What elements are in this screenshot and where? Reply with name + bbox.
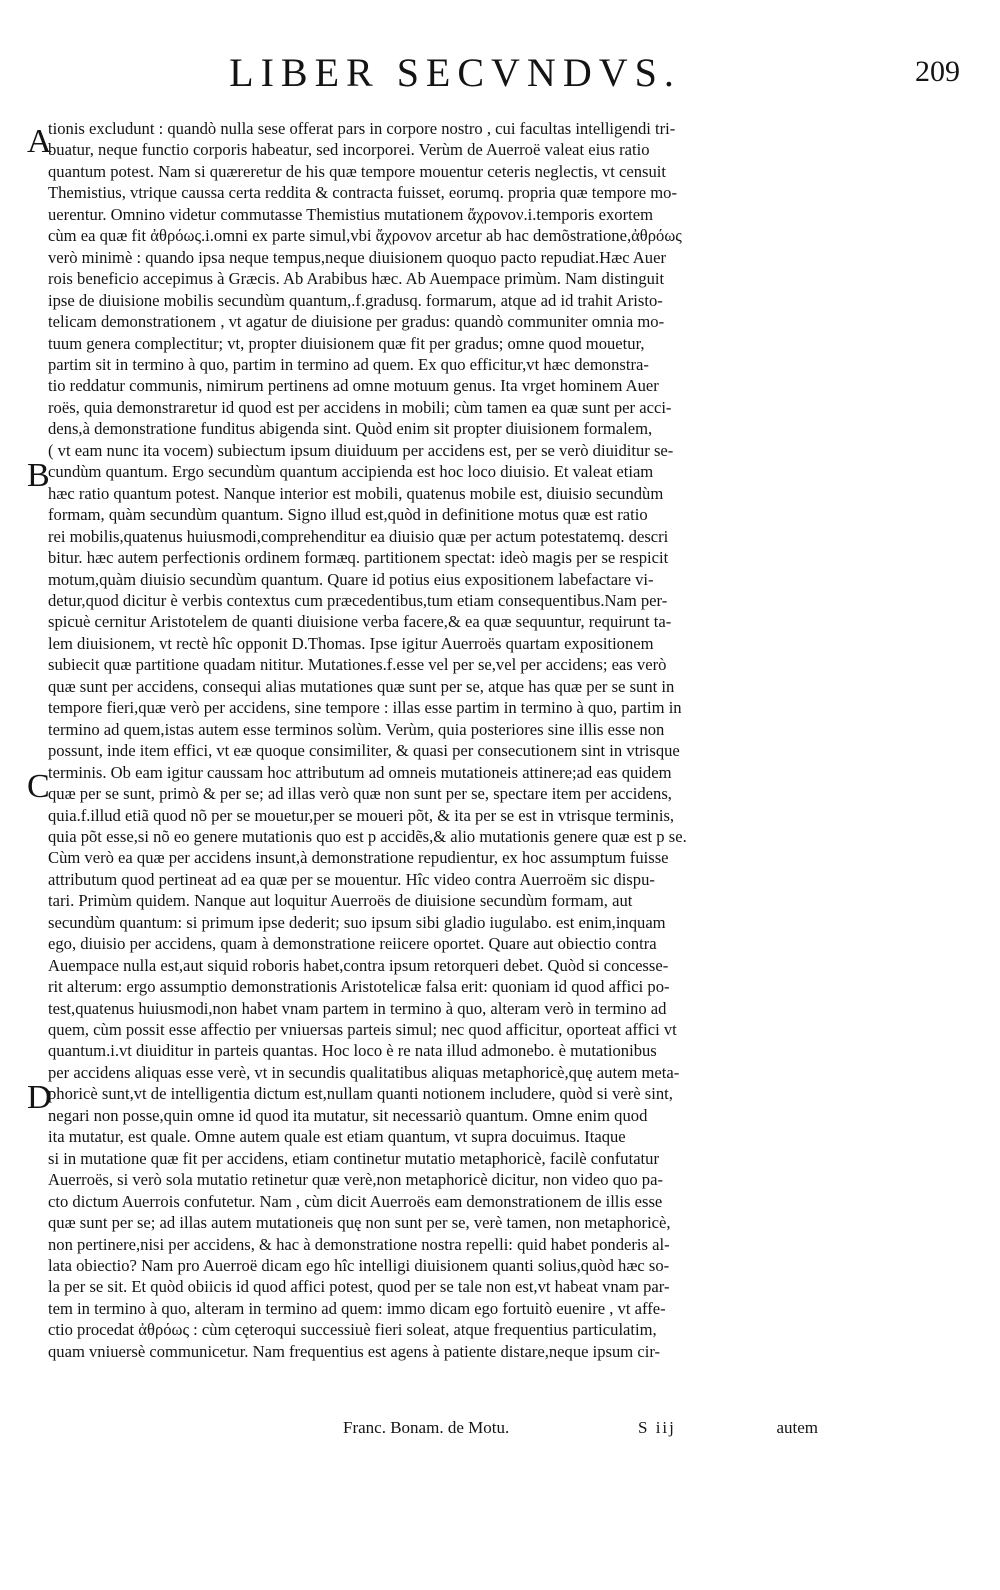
text-line: Themistius, vtrique caussa certa reddita & contracta fuisset, eorumq. propria quæ tempore mo- <box>48 183 677 203</box>
text-line: telicam demonstrationem , vt agatur de diuisione per gradus: quandò communiter omnia mo- <box>48 312 665 332</box>
page-header <box>60 48 960 98</box>
text-line: termino ad quem,istas autem esse terminos solùm. Verùm, quia posteriores sine illis esse non <box>48 719 665 739</box>
margin-letter-d: D <box>27 1079 52 1116</box>
text-line: cundùm quantum. Ergo secundùm quantum accipienda est hoc loco diuisio. Et valeat etiam <box>48 462 654 482</box>
text-line: Auerroës, si verò sola mutatio retinetur quæ verè,non metaphoricè dicitur, non video quo pa- <box>48 1170 663 1190</box>
text-line: tio reddatur communis, nimirum pertinens ad omne motuum genus. Ita vrget hominem Auer <box>48 376 659 396</box>
text-line: tempore fieri,quæ verò per accidens, sine tempore : illas esse partim in termino à quo, partim in <box>48 698 682 718</box>
text-line: formam, quàm secundùm quantum. Signo illud est,quòd in definitione motus quæ est ratio <box>48 505 648 525</box>
text-line: per accidens aliquas esse verè, vt in secundis qualitatibus aliquas metaphoricè,quę autem meta- <box>48 1062 680 1082</box>
text-line: motum,quàm diuisio secundùm quantum. Quare id potius eius expositionem labefactare vi- <box>48 569 654 589</box>
page-number: 209 <box>915 55 960 88</box>
text-line: cto dictum Auerrois confutetur. Nam , cùm dicit Auerroës eam demonstrationem de illis esse <box>48 1191 663 1211</box>
text-line: quam vniuersè communicetur. Nam frequentius est agens à patiente distare,neque ipsum cir- <box>48 1341 661 1361</box>
text-line: ctio procedat ἀθρόως : cùm cęteroqui successiuè fieri soleat, atque frequentius particulatim, <box>48 1320 657 1340</box>
text-line: rei mobilis,quatenus huiusmodi,comprehenditur ea diuisio quæ per actum potestatemq. descri <box>48 526 669 546</box>
text-line: detur,quod dicitur è verbis contextus cum præcedentibus,tum etiam consequentibus.Nam per- <box>48 590 668 610</box>
text-line: tuum genera complectitur; vt, propter diuisionem quæ fit per gradus; omne quod mouetur, <box>48 333 645 353</box>
text-line: spicuè cernitur Aristotelem de quanti diuisione verba facere,& ea quæ sequuntur, requirunt ta- <box>48 612 672 632</box>
text-line: quæ sunt per accidens, consequi alias mutationes quæ sunt per se, atque has quæ per se sunt in <box>48 676 675 696</box>
text-line: verò minimè : quando ipsa neque tempus,neque diuisionem quoquo pacto repudiat.Hæc Auer <box>48 247 666 267</box>
text-line: buatur, neque functio corporis habeatur, sed incorporei. Verùm de Auerroë valeat eius ratio <box>48 140 650 160</box>
text-line: quantum potest. Nam si quæreretur de his quæ tempore mouentur ceteris neglectis, vt censuit <box>48 161 666 181</box>
text-line: uerentur. Omnino videtur commutasse Themistius mutationem ἄχρονον.i.temporis exortem <box>48 204 653 224</box>
text-line: non pertinere,nisi per accidens, & hac à demonstratione nostra repelli: quid habet ponderis al- <box>48 1234 670 1254</box>
text-line: subiecit quæ partitione quadam nititur. Mutationes.f.esse vel per se,vel per accidens; eas verò <box>48 655 667 675</box>
text-line: quæ per se sunt, primò & per se; ad illas verò quæ non sunt per se, spectare item per accidens, <box>48 784 672 804</box>
body-text <box>48 118 816 1362</box>
text-line: secundùm quantum: si primum ipse dederit; suo ipsum sibi gladio iugulabo. est enim,inquam <box>48 912 666 932</box>
text-line: hæc ratio quantum potest. Nanque interior est mobili, quatenus mobile est, diuisio secundùm <box>48 483 664 503</box>
text-line: terminis. Ob eam igitur caussam hoc attributum ad omneis mutationeis attinere;ad eas quidem <box>48 762 672 782</box>
margin-letter-c: C <box>27 768 50 805</box>
text-line: rit alterum: ergo assumptio demonstrationis Aristotelicæ falsa erit: quoniam id quod affici po- <box>48 977 670 997</box>
text-line: la per se sit. Et quòd obiicis id quod affici potest, quod per se tale non est,vt habeat vnam par- <box>48 1277 670 1297</box>
text-line: negari non posse,quin omne id quod ita mutatur, sit necessariò quantum. Omne enim quod <box>48 1105 648 1125</box>
text-line: quia.f.illud etiã quod nõ per se mouetur,per se moueri põt, & ita per se est in vtrisque terminis, <box>48 805 675 825</box>
text-line: quantum.i.vt diuiditur in parteis quantas. Hoc loco è re nata illud admonebo. è mutationibus <box>48 1041 657 1061</box>
signature-mark: S iij <box>638 1418 676 1437</box>
text-line: possunt, inde item effici, vt eæ quoque consimiliter, & quasi per consecutionem sint in vtrisque <box>48 741 680 761</box>
text-line: partim sit in termino à quo, partim in termino ad quem. Ex quo efficitur,vt hæc demonstra- <box>48 354 649 374</box>
margin-letter-a: A <box>27 123 52 160</box>
running-head: LIBER SECVNDVS. <box>229 50 681 95</box>
text-line: roës, quia demonstraretur id quod est per accidens in mobili; cùm tamen ea quæ sunt per acci- <box>48 397 672 417</box>
text-line: lem diuisionem, vt rectè hîc opponit D.Thomas. Ipse igitur Auerroës quartam expositionem <box>48 633 654 653</box>
text-line: dens,à demonstratione funditus abigenda sint. Quòd enim sit propter diuisionem formalem, <box>48 419 653 439</box>
text-line: si in mutatione quæ fit per accidens, etiam continetur mutatio metaphoricè, facilè confutatur <box>48 1148 659 1168</box>
footer-title: Franc. Bonam. de Motu. <box>343 1418 510 1437</box>
text-line: phoricè sunt,vt de intelligentia dictum est,nullam quanti notionem includere, quòd si verè sint, <box>48 1084 673 1104</box>
text-line: attributum quod pertineat ad ea quæ per se mouentur. Hîc video contra Auerroëm sic dispu- <box>48 869 655 889</box>
text-line: test,quatenus huiusmodi,non habet vnam partem in termino à quo, alteram verò in termino ad <box>48 998 667 1018</box>
text-line: tionis excludunt : quandò nulla sese offerat pars in corpore nostro , cui facultas intelligendi tri- <box>48 119 676 138</box>
text-line: ( vt eam nunc ita vocem) subiectum ipsum diuiduum per accidens est, per se verò diuiditur se- <box>48 440 674 460</box>
text-line: ego, diuisio per accidens, quam à demonstratione reiicere oportet. Quare aut obiectio contra <box>48 934 657 954</box>
text-line: ita mutatur, est quale. Omne autem quale est etiam quantum, vt supra docuimus. Itaque <box>48 1127 626 1147</box>
text-line: quæ sunt per se; ad illas autem mutationeis quę non sunt per se, verè tamen, non metaphoricè, <box>48 1213 671 1233</box>
text-line: cùm ea quæ fit ἀθρόως.i.omni ex parte simul,vbi ἄχρονον arcetur ab hac demõstratione,ἀθρόως <box>48 226 682 246</box>
text-line: quia põt esse,si nõ eo genere mutationis quo est p accidẽs,& alio mutationis genere quæ est p se. <box>48 826 687 846</box>
margin-letter-b: B <box>27 457 50 494</box>
text-line: quem, cùm possit esse affectio per vniuersas parteis simul; nec quod afficitur, oporteat affici vt <box>48 1020 677 1040</box>
text-line: lata obiectio? Nam pro Auerroë dicam ego hîc intelligi diuisionem quanti solius,quòd hæc so- <box>48 1256 670 1276</box>
page-footer <box>48 1415 818 1443</box>
catchword: autem <box>776 1418 818 1437</box>
text-line: rois beneficio accepimus à Græcis. Ab Arabibus hæc. Ab Auempace primùm. Nam distinguit <box>48 269 665 289</box>
text-line: Cùm verò ea quæ per accidens insunt,à demonstratione repudientur, ex hoc assumptum fuisse <box>48 848 669 868</box>
text-line: ipse de diuisione mobilis secundùm quantum,.f.gradusq. formarum, atque ad id trahit Aristo- <box>48 290 663 310</box>
text-line: tari. Primùm quidem. Nanque aut loquitur Auerroës de diuisione secundùm formam, aut <box>48 891 633 911</box>
text-line: tem in termino à quo, alteram in termino ad quem: immo dicam ego fortuitò euenire , vt affe- <box>48 1298 666 1318</box>
text-line: bitur. hæc autem perfectionis ordinem formæq. partitionem spectat: ideò magis per se respicit <box>48 548 669 568</box>
text-line: Auempace nulla est,aut siquid roboris habet,contra ipsum retorqueri debet. Quòd si concesse- <box>48 955 669 975</box>
